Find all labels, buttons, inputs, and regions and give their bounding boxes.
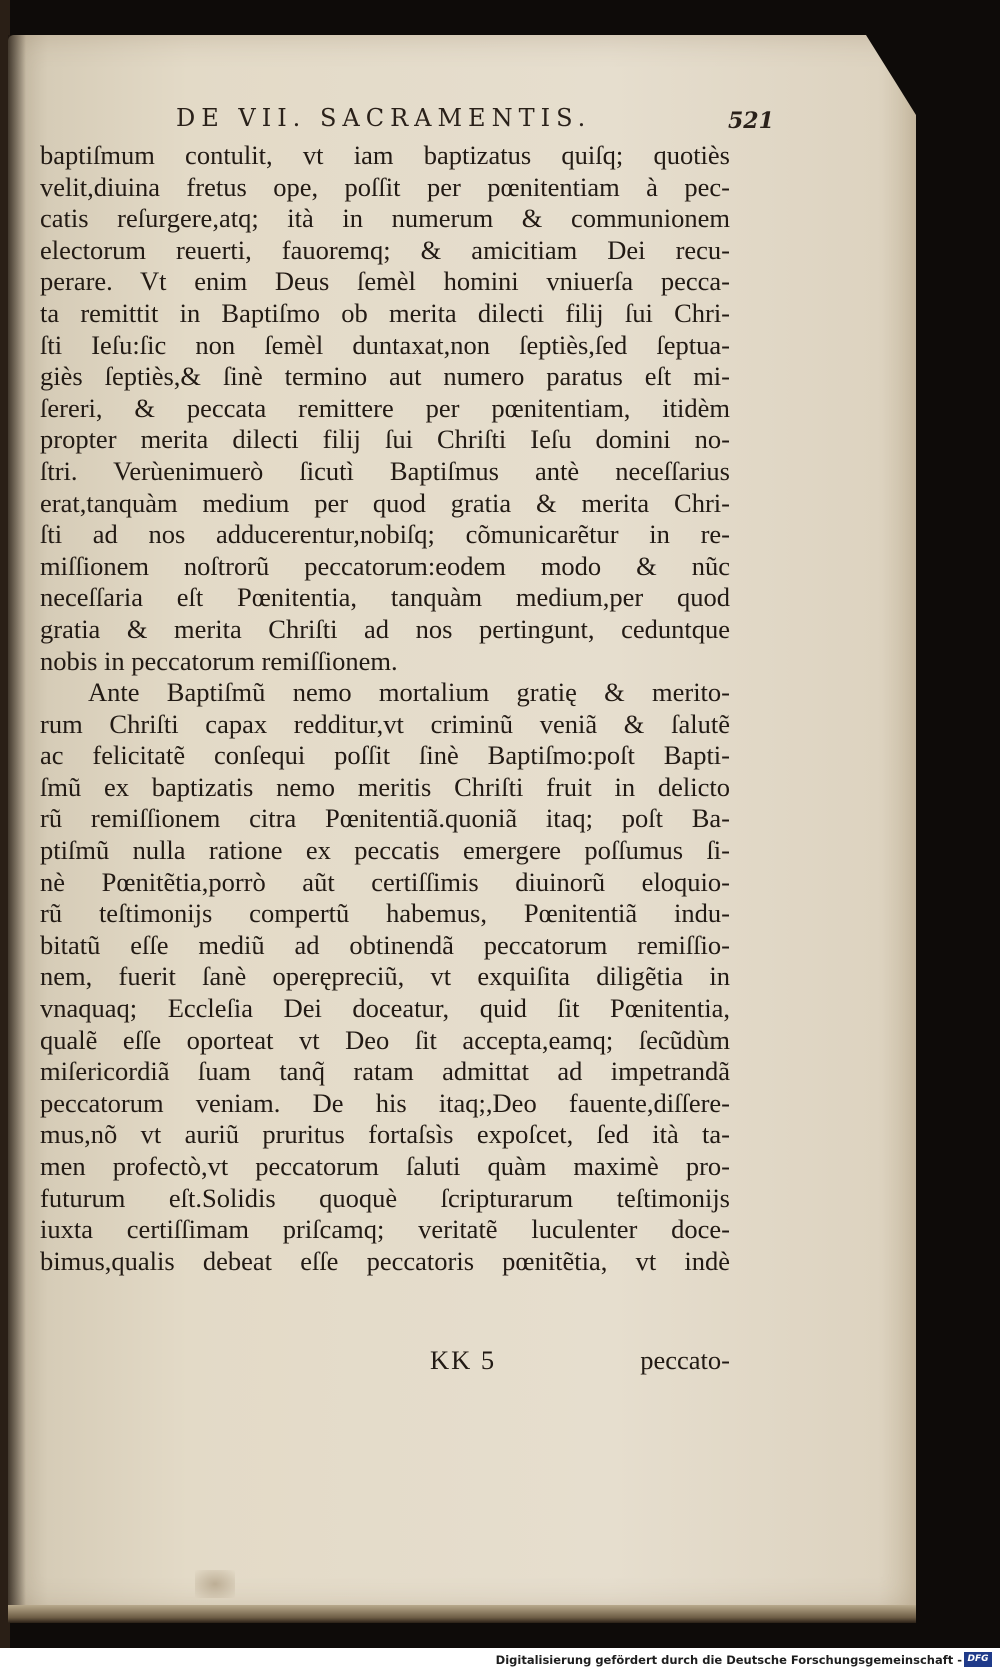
text-line: rum Chriſti capax redditur,vt criminũ veniã & ſalutẽ <box>40 708 730 739</box>
text-line: perare. Vt enim Deus ſemèl homini vniuerſa pecca- <box>40 266 730 297</box>
text-line: electorum reuerti, fauoremq; & amicitiam Dei recu- <box>40 234 730 265</box>
text-line: baptiſmum contulit, vt iam baptizatus quiſq; quotiès <box>40 140 730 170</box>
signature-mark: KK 5 <box>430 1345 497 1375</box>
text-line: ſereri, & peccata remittere per pœnitentiam, itidèm <box>40 392 730 423</box>
text-line: ptiſmũ nulla ratione ex peccatis emergere poſſumus ſi- <box>40 835 730 866</box>
text-line: neceſſaria eſt Pœnitentia, tanquàm medium,per quod <box>40 582 730 613</box>
text-line: mus,nõ vt auriũ pruritus fortaſsìs expoſcet, ſed ità ta- <box>40 1119 730 1150</box>
text-line: futurum eſt.Solidis quoquè ſcripturarum teſtimonijs <box>40 1182 730 1213</box>
text-line: nè Pœnitẽtia,porrò aũt certiſſimis diuinorũ eloquio- <box>40 866 730 897</box>
text-line: catis reſurgere,atq; ità in numerum & communionem <box>40 203 730 234</box>
text-line-paragraph-end: nobis in peccatorum remiſſionem. <box>40 645 398 676</box>
dfg-logo-icon: DFG <box>964 1652 992 1667</box>
text-line: ſtri. Verùenimuerò ſicutì Baptiſmus antè neceſſarius <box>40 455 730 486</box>
text-line: gratia & merita Chriſti ad nos pertingunt, ceduntque <box>40 613 730 644</box>
text-line: nem, fuerit ſanè operępreciũ, vt exquiſita diligẽtia in <box>40 961 730 992</box>
page-number: 521 <box>728 108 774 134</box>
footer-bar <box>0 1648 1000 1673</box>
page-bottom-edge <box>8 1605 916 1623</box>
text-line: propter merita dilecti filij ſui Chriſti Ieſu domini no- <box>40 424 730 455</box>
text-line: vnaquaq; Eccleſia Dei doceatur, quid ſit Pœnitentia, <box>40 993 730 1024</box>
running-head: DE VII. SACRAMENTIS. <box>176 104 592 132</box>
text-line: erat,tanquàm medium per quod gratia & merita Chri- <box>40 487 730 518</box>
text-line: peccatorum veniam. De his itaq;,Deo fauente,diſſere- <box>40 1087 730 1118</box>
catch-row <box>40 1345 730 1379</box>
paper-stain <box>195 1570 235 1598</box>
text-line: qualẽ eſſe oporteat vt Deo ſit accepta,eamq; ſecũdùm <box>40 1024 730 1055</box>
text-line: giès ſeptiès,& ſinè termino aut numero paratus eſt mi- <box>40 361 730 392</box>
text-line: iuxta certiſſimam priſcamq; veritatẽ luculenter doce- <box>40 1214 730 1245</box>
funding-credit: Digitalisierung gefördert durch die Deutsche Forschungsgemeinschaft - <box>495 1653 962 1667</box>
text-line: bimus,qualis debeat eſſe peccatoris pœnitẽtia, vt indè <box>40 1245 730 1276</box>
body-text <box>40 140 730 1277</box>
text-line: ac felicitatẽ conſequi poſſit ſinè Baptiſmo:poſt Bapti- <box>40 740 730 771</box>
text-line: ta remittit in Baptiſmo ob merita dilecti filij ſui Chri- <box>40 297 730 328</box>
text-line: bitatũ eſſe mediũ ad obtinendã peccatorum remiſſio- <box>40 929 730 960</box>
text-line: men profectò,vt peccatorum ſaluti quàm maximè pro- <box>40 1151 730 1181</box>
text-line: miſſionem noſtrorũ peccatorum:eodem modo & nũc <box>40 550 730 581</box>
text-line: ſti Ieſu:ſic non ſemèl duntaxat,non ſeptiès,ſed ſeptua- <box>40 329 730 360</box>
text-line: velit,diuina fretus ope, poſſit per pœnitentiam à pec- <box>40 171 730 202</box>
text-line: rũ remiſſionem citra Pœnitentiã.quoniã itaq; poſt Ba- <box>40 803 730 834</box>
text-line-paragraph-start: Ante Baptiſmũ nemo mortalium gratię & merito- <box>88 677 730 708</box>
catchword: peccato- <box>640 1345 730 1375</box>
text-line: rũ teſtimonijs compertũ habemus, Pœnitentiã indu- <box>40 898 730 929</box>
text-line: ſti ad nos adducerentur,nobiſq; cõmunicarẽtur in re- <box>40 519 730 550</box>
text-line: miſericordiã ſuam tanq̃ ratam admittat ad impetrandã <box>40 1056 730 1087</box>
folded-corner <box>866 35 916 115</box>
text-line: ſmũ ex baptizatis nemo meritis Chriſti fruit in delicto <box>40 771 730 802</box>
